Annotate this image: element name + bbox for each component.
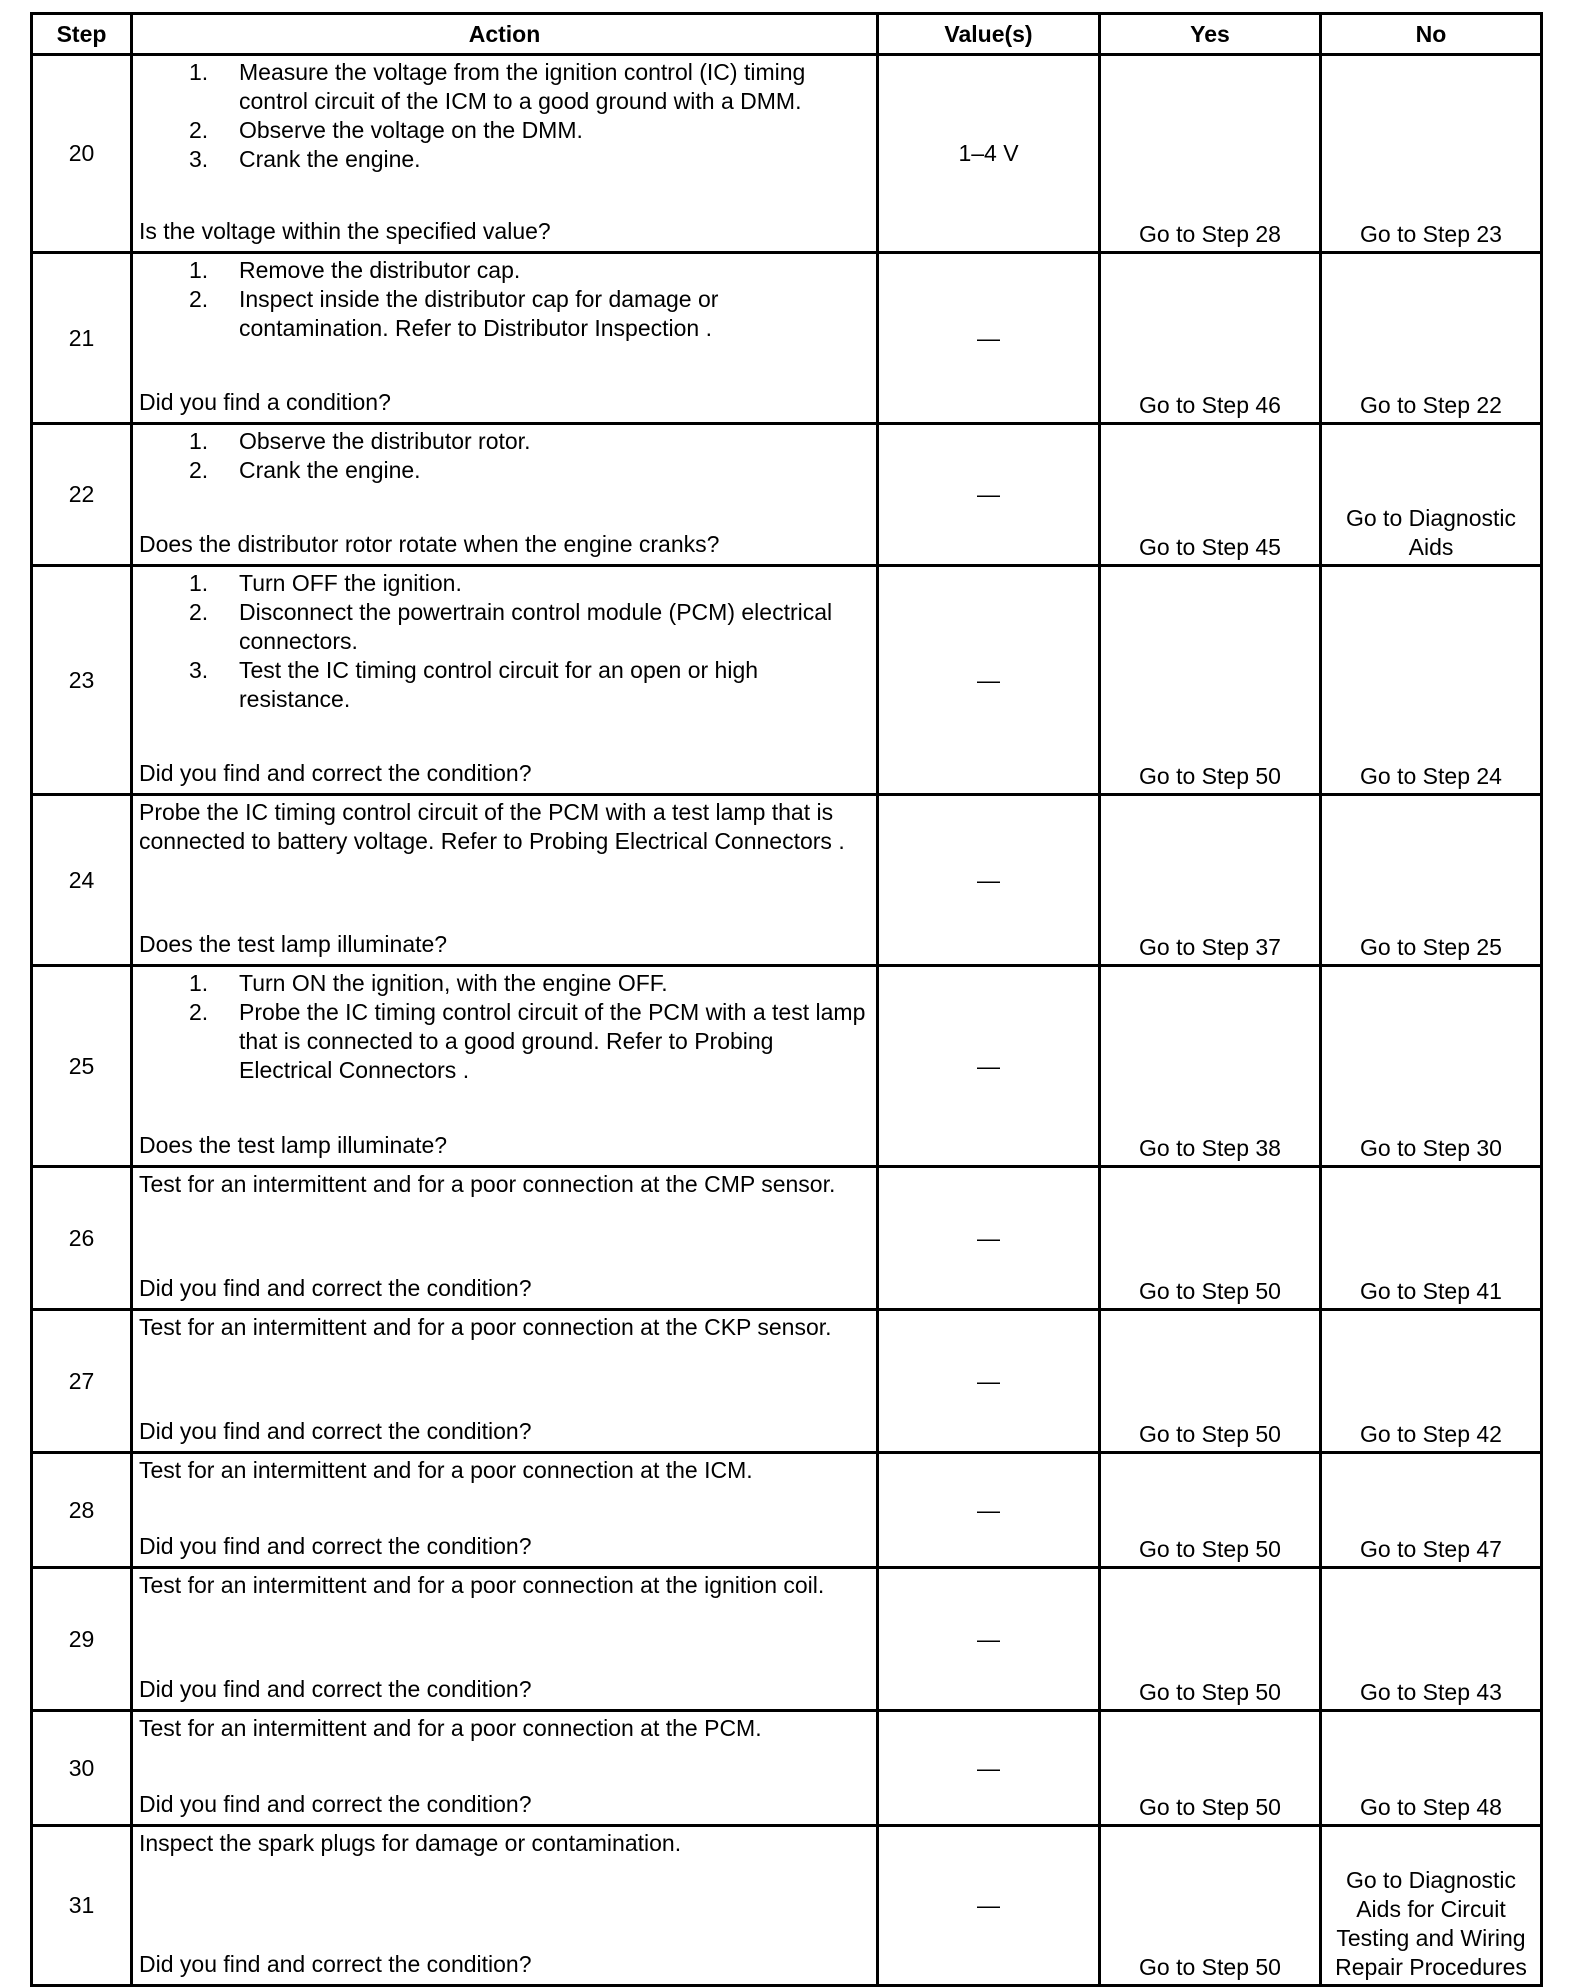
header-values: Value(s) bbox=[878, 14, 1100, 55]
action-question: Did you find and correct the condition? bbox=[139, 1951, 532, 1977]
value-cell: — bbox=[878, 966, 1100, 1167]
yes-link[interactable]: Go to Step 50 bbox=[1139, 1794, 1281, 1820]
action-instructions bbox=[133, 56, 876, 174]
list-item-number: 2. bbox=[189, 599, 209, 625]
value-cell: — bbox=[878, 1568, 1100, 1711]
value-cell: — bbox=[878, 1826, 1100, 1986]
header-action: Action bbox=[132, 14, 878, 55]
value-cell: — bbox=[878, 253, 1100, 424]
list-item-number: 1. bbox=[189, 257, 209, 283]
value-cell: 1–4 V bbox=[878, 55, 1100, 253]
action-instructions bbox=[133, 1311, 876, 1342]
list-item bbox=[139, 598, 870, 656]
action-content bbox=[133, 1827, 876, 1981]
no-link[interactable]: Go to Step 22 bbox=[1360, 392, 1502, 418]
action-cell bbox=[132, 1453, 878, 1568]
action-question: Does the distributor rotor rotate when the engine cranks? bbox=[139, 531, 720, 557]
yes-cell bbox=[1100, 1826, 1321, 1986]
action-cell bbox=[132, 1711, 878, 1826]
list-item-text: Measure the voltage from the ignition control (IC) timing control circuit of the ICM to a good ground with a DMM. bbox=[239, 59, 806, 114]
action-question: Did you find and correct the condition? bbox=[139, 1418, 532, 1444]
list-item-number: 1. bbox=[189, 570, 209, 596]
diagnostic-table-wrapper bbox=[30, 12, 1540, 1987]
numbered-list bbox=[139, 569, 870, 714]
yes-cell bbox=[1100, 55, 1321, 253]
diagnostic-table bbox=[30, 12, 1543, 1987]
list-item-text: Crank the engine. bbox=[239, 457, 421, 483]
list-item-number: 2. bbox=[189, 999, 209, 1025]
action-content bbox=[133, 1569, 876, 1706]
value-cell: — bbox=[878, 1711, 1100, 1826]
no-cell bbox=[1321, 966, 1542, 1167]
table-row bbox=[32, 1453, 1542, 1568]
step-number: 28 bbox=[32, 1453, 132, 1568]
table-row bbox=[32, 1167, 1542, 1310]
action-cell bbox=[132, 424, 878, 566]
no-link[interactable]: Go to Step 30 bbox=[1360, 1135, 1502, 1161]
list-item-text: Test the IC timing control circuit for an open or high resistance. bbox=[239, 657, 759, 712]
yes-cell bbox=[1100, 966, 1321, 1167]
action-instructions bbox=[133, 967, 876, 1085]
list-item-text: Probe the IC timing control circuit of the PCM with a test lamp that is connected to a good ground. Refer to Probing Electrical Connectors . bbox=[239, 999, 866, 1083]
list-item bbox=[139, 656, 870, 714]
list-item-text: Turn OFF the ignition. bbox=[239, 570, 462, 596]
yes-link[interactable]: Go to Step 28 bbox=[1139, 221, 1281, 247]
step-number: 24 bbox=[32, 795, 132, 966]
no-cell bbox=[1321, 566, 1542, 795]
step-number: 26 bbox=[32, 1167, 132, 1310]
no-cell bbox=[1321, 1453, 1542, 1568]
list-item bbox=[139, 456, 870, 485]
no-cell bbox=[1321, 1826, 1542, 1986]
yes-cell bbox=[1100, 1167, 1321, 1310]
list-item-number: 3. bbox=[189, 657, 209, 683]
list-item-number: 1. bbox=[189, 970, 209, 996]
yes-link[interactable]: Go to Step 46 bbox=[1139, 392, 1281, 418]
list-item bbox=[139, 569, 870, 598]
action-instructions bbox=[133, 796, 876, 856]
step-number: 25 bbox=[32, 966, 132, 1167]
yes-cell bbox=[1100, 566, 1321, 795]
action-question: Did you find and correct the condition? bbox=[139, 1676, 532, 1702]
action-cell bbox=[132, 1167, 878, 1310]
action-question: Does the test lamp illuminate? bbox=[139, 1132, 448, 1158]
action-content bbox=[133, 1311, 876, 1448]
header-no: No bbox=[1321, 14, 1542, 55]
action-question: Did you find and correct the condition? bbox=[139, 1533, 532, 1559]
action-text: Probe the IC timing control circuit of the PCM with a test lamp that is connected to battery voltage. Refer to Probing Electrical Connectors . bbox=[139, 799, 845, 854]
value-cell: — bbox=[878, 1453, 1100, 1568]
table-row bbox=[32, 55, 1542, 253]
list-item-text: Disconnect the powertrain control module (PCM) electrical connectors. bbox=[239, 599, 833, 654]
table-row bbox=[32, 424, 1542, 566]
action-instructions bbox=[133, 1827, 876, 1858]
table-row bbox=[32, 966, 1542, 1167]
action-instructions bbox=[133, 425, 876, 485]
table-row bbox=[32, 795, 1542, 966]
step-number: 23 bbox=[32, 566, 132, 795]
value-cell: — bbox=[878, 1167, 1100, 1310]
step-number: 21 bbox=[32, 253, 132, 424]
numbered-list bbox=[139, 256, 870, 343]
action-text: Test for an intermittent and for a poor connection at the CKP sensor. bbox=[139, 1314, 832, 1340]
table-row bbox=[32, 1568, 1542, 1711]
no-link[interactable]: Go to Step 23 bbox=[1360, 221, 1502, 247]
action-instructions bbox=[133, 254, 876, 343]
action-question: Did you find and correct the condition? bbox=[139, 1791, 532, 1817]
action-question: Did you find a condition? bbox=[139, 389, 391, 415]
list-item bbox=[139, 145, 870, 174]
action-question: Is the voltage within the specified value? bbox=[139, 218, 551, 244]
no-link[interactable]: Go to Step 25 bbox=[1360, 934, 1502, 960]
list-item bbox=[139, 998, 870, 1085]
no-cell bbox=[1321, 1711, 1542, 1826]
list-item-text: Remove the distributor cap. bbox=[239, 257, 521, 283]
action-text: Test for an intermittent and for a poor connection at the ICM. bbox=[139, 1457, 753, 1483]
action-question: Does the test lamp illuminate? bbox=[139, 931, 448, 957]
action-cell bbox=[132, 966, 878, 1167]
action-text: Test for an intermittent and for a poor connection at the CMP sensor. bbox=[139, 1171, 836, 1197]
action-cell bbox=[132, 1826, 878, 1986]
yes-cell bbox=[1100, 1453, 1321, 1568]
list-item-text: Observe the distributor rotor. bbox=[239, 428, 531, 454]
table-row bbox=[32, 253, 1542, 424]
step-number: 20 bbox=[32, 55, 132, 253]
action-cell bbox=[132, 795, 878, 966]
numbered-list bbox=[139, 58, 870, 174]
no-link[interactable]: Go to Step 24 bbox=[1360, 763, 1502, 789]
list-item-text: Crank the engine. bbox=[239, 146, 421, 172]
action-instructions bbox=[133, 1712, 876, 1743]
list-item bbox=[139, 58, 870, 116]
action-content bbox=[133, 1454, 876, 1563]
no-cell bbox=[1321, 795, 1542, 966]
header-step: Step bbox=[32, 14, 132, 55]
yes-cell bbox=[1100, 1310, 1321, 1453]
list-item-number: 2. bbox=[189, 286, 209, 312]
action-cell bbox=[132, 566, 878, 795]
table-row bbox=[32, 566, 1542, 795]
step-number: 27 bbox=[32, 1310, 132, 1453]
action-cell bbox=[132, 55, 878, 253]
yes-link[interactable]: Go to Step 50 bbox=[1139, 1536, 1281, 1562]
action-question: Did you find and correct the condition? bbox=[139, 760, 532, 786]
list-item-text: Turn ON the ignition, with the engine OFF. bbox=[239, 970, 668, 996]
action-content bbox=[133, 1168, 876, 1305]
no-link[interactable]: Go to Step 41 bbox=[1360, 1278, 1502, 1304]
no-link[interactable]: Go to Step 48 bbox=[1360, 1794, 1502, 1820]
action-content bbox=[133, 254, 876, 419]
value-cell: — bbox=[878, 1310, 1100, 1453]
action-instructions bbox=[133, 1569, 876, 1600]
action-content bbox=[133, 567, 876, 790]
action-question: Did you find and correct the condition? bbox=[139, 1275, 532, 1301]
no-link[interactable]: Go to Step 47 bbox=[1360, 1536, 1502, 1562]
no-link[interactable]: Go to Step 43 bbox=[1360, 1679, 1502, 1705]
no-cell bbox=[1321, 1310, 1542, 1453]
list-item-number: 3. bbox=[189, 146, 209, 172]
action-instructions bbox=[133, 567, 876, 714]
value-cell: — bbox=[878, 566, 1100, 795]
yes-link[interactable]: Go to Step 45 bbox=[1139, 534, 1281, 560]
list-item-text: Observe the voltage on the DMM. bbox=[239, 117, 583, 143]
list-item-number: 2. bbox=[189, 117, 209, 143]
yes-link[interactable]: Go to Step 50 bbox=[1139, 763, 1281, 789]
table-row bbox=[32, 1310, 1542, 1453]
no-link[interactable]: Go to Diagnostic Aids bbox=[1345, 505, 1517, 560]
action-text: Inspect the spark plugs for damage or contamination. bbox=[139, 1830, 682, 1856]
no-cell bbox=[1321, 55, 1542, 253]
action-instructions bbox=[133, 1168, 876, 1199]
action-content bbox=[133, 967, 876, 1162]
yes-link[interactable]: Go to Step 50 bbox=[1139, 1421, 1281, 1447]
step-number: 30 bbox=[32, 1711, 132, 1826]
numbered-list bbox=[139, 427, 870, 485]
no-cell bbox=[1321, 253, 1542, 424]
action-text: Test for an intermittent and for a poor connection at the PCM. bbox=[139, 1715, 762, 1741]
yes-link[interactable]: Go to Step 50 bbox=[1139, 1679, 1281, 1705]
yes-link[interactable]: Go to Step 37 bbox=[1139, 934, 1281, 960]
table-body bbox=[32, 55, 1542, 1986]
action-cell bbox=[132, 1310, 878, 1453]
list-item bbox=[139, 256, 870, 285]
yes-cell bbox=[1100, 1568, 1321, 1711]
value-cell: — bbox=[878, 795, 1100, 966]
action-content bbox=[133, 425, 876, 561]
header-row bbox=[32, 14, 1542, 55]
no-cell bbox=[1321, 424, 1542, 566]
action-content bbox=[133, 1712, 876, 1821]
no-link[interactable]: Go to Step 42 bbox=[1360, 1421, 1502, 1447]
list-item bbox=[139, 285, 870, 343]
action-instructions bbox=[133, 1454, 876, 1485]
step-number: 31 bbox=[32, 1826, 132, 1986]
action-text: Test for an intermittent and for a poor connection at the ignition coil. bbox=[139, 1572, 825, 1598]
action-cell bbox=[132, 1568, 878, 1711]
action-cell bbox=[132, 253, 878, 424]
action-content bbox=[133, 56, 876, 248]
list-item-number: 1. bbox=[189, 59, 209, 85]
no-cell bbox=[1321, 1568, 1542, 1711]
list-item-text: Inspect inside the distributor cap for damage or contamination. Refer to Distributor Inspection . bbox=[239, 286, 719, 341]
header-yes: Yes bbox=[1100, 14, 1321, 55]
yes-cell bbox=[1100, 424, 1321, 566]
yes-link[interactable]: Go to Step 50 bbox=[1139, 1278, 1281, 1304]
step-number: 22 bbox=[32, 424, 132, 566]
list-item bbox=[139, 427, 870, 456]
list-item bbox=[139, 116, 870, 145]
list-item-number: 2. bbox=[189, 457, 209, 483]
no-cell bbox=[1321, 1167, 1542, 1310]
table-row bbox=[32, 1711, 1542, 1826]
no-link[interactable]: Go to Diagnostic Aids for Circuit Testing and Wiring Repair Procedures bbox=[1335, 1867, 1527, 1980]
numbered-list bbox=[139, 969, 870, 1085]
yes-cell bbox=[1100, 1711, 1321, 1826]
step-number: 29 bbox=[32, 1568, 132, 1711]
list-item-number: 1. bbox=[189, 428, 209, 454]
list-item bbox=[139, 969, 870, 998]
value-cell: — bbox=[878, 424, 1100, 566]
yes-link[interactable]: Go to Step 38 bbox=[1139, 1135, 1281, 1161]
yes-cell bbox=[1100, 795, 1321, 966]
action-content bbox=[133, 796, 876, 961]
yes-link[interactable]: Go to Step 50 bbox=[1139, 1954, 1281, 1980]
table-row bbox=[32, 1826, 1542, 1986]
yes-cell bbox=[1100, 253, 1321, 424]
